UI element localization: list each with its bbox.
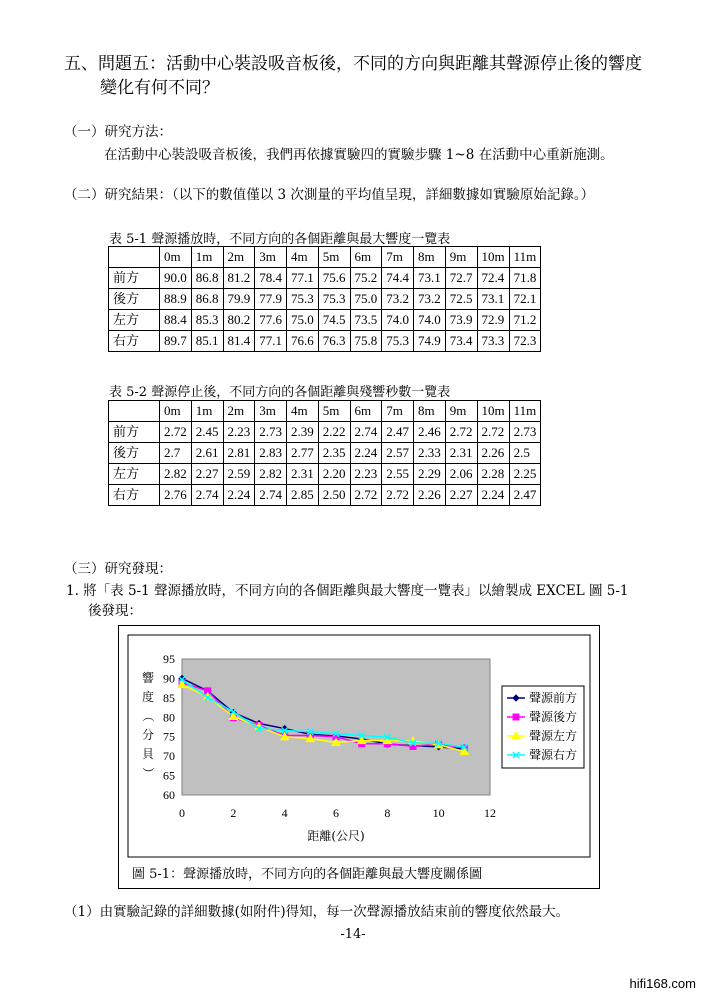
watermark: hifi168.com: [629, 976, 696, 991]
table-cell: 77.1: [287, 268, 319, 289]
table-cell: 71.8: [509, 268, 541, 289]
column-header: 5m: [318, 247, 350, 268]
column-header: 3m: [255, 401, 287, 422]
table-row: [109, 464, 541, 485]
table-corner-cell: [109, 401, 160, 422]
column-header: 10m: [477, 401, 509, 422]
table-cell: 75.0: [350, 289, 382, 310]
table-cell: 2.06: [445, 464, 477, 485]
table-cell: 88.9: [160, 289, 192, 310]
y-tick-label: 80: [163, 710, 175, 725]
table-cell: 72.9: [477, 310, 509, 331]
legend-label: 聲源前方: [529, 691, 578, 705]
table-cell: 2.47: [509, 485, 541, 506]
column-header: 1m: [191, 401, 223, 422]
observation1: （1）由實驗記錄的詳細數據(如附件)得知，每一次聲源播放結束前的響度依然最大。: [64, 904, 570, 920]
figure-caption: 圖 5-1：聲源播放時，不同方向的各個距離與最大響度關係圖: [132, 867, 483, 882]
y-tick-label: 75: [163, 729, 175, 744]
row-label: 後方: [109, 289, 160, 310]
table-cell: 2.46: [414, 422, 446, 443]
column-header: 6m: [350, 401, 382, 422]
table-cell: 2.82: [255, 464, 287, 485]
table-cell: 72.3: [509, 331, 541, 352]
table2-caption: 表 5-2 聲源停止後，不同方向的各個距離與殘響秒數一覽表: [109, 385, 451, 400]
table-row: [109, 310, 541, 331]
table-row: [109, 422, 541, 443]
table-cell: 78.4: [255, 268, 287, 289]
row-label: 右方: [109, 485, 160, 506]
x-tick-label: 2: [230, 806, 237, 820]
table-cell: 2.74: [255, 485, 287, 506]
table-header-row: [109, 401, 541, 422]
table-cell: 2.59: [223, 464, 255, 485]
x-tick-label: 6: [333, 806, 339, 820]
x-tick-label: 4: [281, 806, 288, 820]
column-header: 0m: [160, 401, 192, 422]
table-cell: 76.3: [318, 331, 350, 352]
table-cell: 2.50: [318, 485, 350, 506]
table-cell: 72.1: [509, 289, 541, 310]
column-header: 8m: [414, 247, 446, 268]
table-header-row: [109, 247, 541, 268]
table-cell: 80.2: [223, 310, 255, 331]
table-cell: 2.33: [414, 443, 446, 464]
method-text: 在活動中心裝設吸音板後，我們再依據實驗四的實驗步驟 1~8 在活動中心重新施測。: [104, 147, 614, 163]
table-cell: 73.4: [445, 331, 477, 352]
table-cell: 81.4: [223, 331, 255, 352]
table-cell: 2.73: [255, 422, 287, 443]
legend-marker: [513, 714, 519, 720]
findings-heading: （三）研究發現：: [64, 561, 172, 577]
table-cell: 75.3: [318, 289, 350, 310]
table-cell: 2.45: [191, 422, 223, 443]
table-cell: 77.6: [255, 310, 287, 331]
table-cell: 2.27: [191, 464, 223, 485]
table-cell: 2.47: [382, 422, 414, 443]
finding1-line1: 1. 將「表 5-1 聲源播放時，不同方向的各個距離與最大響度一覽表」以繪製成 EXCEL 圖 5-1: [66, 583, 629, 599]
x-axis-label: 距離(公尺): [307, 829, 365, 843]
table-cell: 73.1: [414, 268, 446, 289]
column-header: 3m: [255, 247, 287, 268]
column-header: 2m: [223, 401, 255, 422]
table-cell: 88.4: [160, 310, 192, 331]
table-cell: 2.72: [382, 485, 414, 506]
section-title-cont: 變化有何不同？: [100, 78, 219, 98]
table1-caption: 表 5-1 聲源播放時，不同方向的各個距離與最大響度一覽表: [109, 232, 451, 247]
table-cell: 89.7: [160, 331, 192, 352]
column-header: 1m: [191, 247, 223, 268]
table-cell: 2.85: [287, 485, 319, 506]
figure-5-1: [118, 625, 600, 889]
table-row: [109, 289, 541, 310]
x-tick-label: 10: [432, 806, 445, 820]
table-cell: 2.7: [160, 443, 192, 464]
table-cell: 2.29: [414, 464, 446, 485]
table-cell: 72.4: [477, 268, 509, 289]
table-cell: 73.3: [477, 331, 509, 352]
table-cell: 2.81: [223, 443, 255, 464]
table-cell: 2.31: [287, 464, 319, 485]
table-cell: 2.72: [445, 422, 477, 443]
table-cell: 2.25: [509, 464, 541, 485]
row-label: 前方: [109, 268, 160, 289]
column-header: 2m: [223, 247, 255, 268]
table-cell: 2.74: [350, 422, 382, 443]
x-tick-label: 0: [179, 806, 185, 820]
column-header: 8m: [414, 401, 446, 422]
row-label: 後方: [109, 443, 160, 464]
column-header: 0m: [160, 247, 192, 268]
legend-label: 聲源右方: [529, 748, 578, 762]
table-cell: 73.5: [350, 310, 382, 331]
table-cell: 2.23: [350, 464, 382, 485]
table-cell: 2.74: [191, 485, 223, 506]
chart-svg: [119, 626, 599, 888]
table-row: [109, 331, 541, 352]
table-cell: 2.23: [223, 422, 255, 443]
y-axis-label-char: （: [141, 709, 155, 723]
table-cell: 2.61: [191, 443, 223, 464]
table-cell: 90.0: [160, 268, 192, 289]
table-cell: 72.5: [445, 289, 477, 310]
table-cell: 2.20: [318, 464, 350, 485]
legend-label: 聲源左方: [529, 729, 578, 743]
table-cell: 2.22: [318, 422, 350, 443]
column-header: 9m: [445, 401, 477, 422]
table-cell: 2.26: [414, 485, 446, 506]
column-header: 11m: [509, 247, 541, 268]
y-axis-label-char: 度: [141, 690, 155, 704]
finding1-line2: 後發現：: [88, 603, 142, 619]
table-cell: 72.7: [445, 268, 477, 289]
column-header: 6m: [350, 247, 382, 268]
column-header: 5m: [318, 401, 350, 422]
table-cell: 2.5: [509, 443, 541, 464]
table-cell: 86.8: [191, 289, 223, 310]
y-axis-label-char: ）: [141, 766, 155, 780]
row-label: 前方: [109, 422, 160, 443]
table-cell: 73.9: [445, 310, 477, 331]
table-cell: 2.24: [350, 443, 382, 464]
table-cell: 71.2: [509, 310, 541, 331]
y-tick-label: 85: [163, 690, 175, 705]
column-header: 7m: [382, 247, 414, 268]
table-cell: 74.0: [382, 310, 414, 331]
table-cell: 2.35: [318, 443, 350, 464]
column-header: 4m: [287, 247, 319, 268]
table-cell: 73.2: [382, 289, 414, 310]
legend-label: 聲源後方: [529, 710, 578, 724]
table-cell: 73.2: [414, 289, 446, 310]
table-cell: 2.26: [477, 443, 509, 464]
y-axis-label-char: 響: [141, 671, 155, 685]
row-label: 左方: [109, 464, 160, 485]
section-title: 五、問題五：活動中心裝設吸音板後，不同的方向與距離其聲源停止後的響度: [64, 54, 642, 74]
results-heading: （二）研究結果：（以下的數值僅以 3 次測量的平均值呈現，詳細數據如實驗原始記錄。）: [64, 187, 595, 203]
table-cell: 2.77: [287, 443, 319, 464]
table-cell: 2.72: [160, 422, 192, 443]
page-number: -14-: [340, 927, 366, 942]
table-cell: 2.72: [350, 485, 382, 506]
method-heading: （一）研究方法：: [64, 124, 172, 140]
table-5-2: [108, 400, 541, 506]
column-header: 7m: [382, 401, 414, 422]
table-cell: 2.57: [382, 443, 414, 464]
row-label: 右方: [109, 331, 160, 352]
table-cell: 74.5: [318, 310, 350, 331]
column-header: 10m: [477, 247, 509, 268]
table-cell: 2.28: [477, 464, 509, 485]
y-tick-label: 95: [163, 652, 175, 666]
table-cell: 2.31: [445, 443, 477, 464]
table-cell: 79.9: [223, 289, 255, 310]
table-cell: 75.8: [350, 331, 382, 352]
table-cell: 2.39: [287, 422, 319, 443]
table-cell: 2.83: [255, 443, 287, 464]
y-tick-label: 70: [163, 749, 175, 764]
table-cell: 2.55: [382, 464, 414, 485]
table-cell: 2.72: [477, 422, 509, 443]
table-cell: 76.6: [287, 331, 319, 352]
table-cell: 75.2: [350, 268, 382, 289]
table-cell: 81.2: [223, 268, 255, 289]
column-header: 4m: [287, 401, 319, 422]
row-label: 左方: [109, 310, 160, 331]
table-cell: 75.0: [287, 310, 319, 331]
table-cell: 2.24: [223, 485, 255, 506]
table-cell: 2.27: [445, 485, 477, 506]
y-axis-label-char: 貝: [141, 747, 155, 761]
y-tick-label: 90: [163, 671, 175, 686]
table-cell: 75.3: [287, 289, 319, 310]
y-tick-label: 60: [163, 788, 175, 802]
table-cell: 73.1: [477, 289, 509, 310]
column-header: 11m: [509, 401, 541, 422]
table-cell: 2.76: [160, 485, 192, 506]
table-cell: 2.24: [477, 485, 509, 506]
y-axis-label-char: 分: [141, 728, 155, 742]
table-cell: 75.3: [382, 331, 414, 352]
y-tick-label: 65: [163, 768, 175, 783]
table-cell: 74.4: [382, 268, 414, 289]
table-5-1: [108, 246, 541, 352]
table-cell: 86.8: [191, 268, 223, 289]
table-cell: 74.0: [414, 310, 446, 331]
plot-area: [182, 659, 490, 795]
table-row: [109, 268, 541, 289]
table-corner-cell: [109, 247, 160, 268]
table-cell: 85.1: [191, 331, 223, 352]
table-row: [109, 485, 541, 506]
x-tick-label: 8: [384, 806, 391, 820]
table-cell: 2.82: [160, 464, 192, 485]
table-cell: 2.73: [509, 422, 541, 443]
table-row: [109, 443, 541, 464]
table-cell: 77.1: [255, 331, 287, 352]
x-tick-label: 12: [484, 806, 496, 820]
table-cell: 77.9: [255, 289, 287, 310]
table-cell: 75.6: [318, 268, 350, 289]
table-cell: 74.9: [414, 331, 446, 352]
table-cell: 85.3: [191, 310, 223, 331]
column-header: 9m: [445, 247, 477, 268]
